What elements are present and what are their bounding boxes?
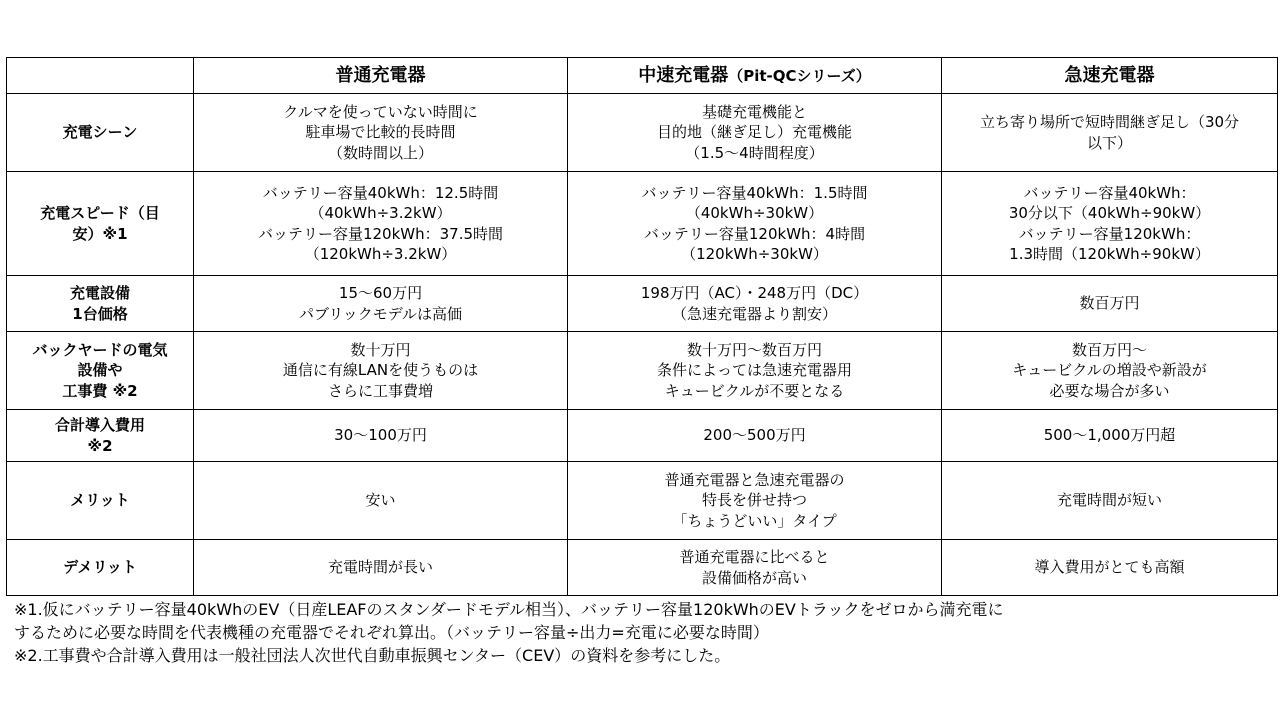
cell-line: （数時間以上） [327,143,433,162]
cell-normal [194,94,568,172]
row-header-line: 充電スピード（目 [40,204,160,222]
column-header-medium-charger [568,58,942,94]
table-row-demerit [7,540,1278,596]
cell-line: 必要な場合が多い [1049,381,1170,400]
row-header-line: 充電シーン [62,123,138,142]
row-header-line: 合計導入費用 [54,416,145,434]
cell-line: 条件によっては急速充電器用 [656,361,852,380]
row-header [7,462,194,540]
cell-line: 基礎充電機能と [701,102,807,121]
cell-line: バッテリー容量120kWh：4時間 [643,224,866,243]
cell-line: 駐車場で比較的長時間 [305,123,456,142]
cell-line: 安い [365,491,396,510]
cell-line: 数百万円 [1079,294,1140,313]
row-header-line: 安）※1 [72,224,128,243]
row-header-line: ※2 [87,436,113,455]
cell-line: 500〜1,000万円超 [1043,426,1176,445]
row-header-line: デメリット [63,558,137,577]
cell-rapid [942,540,1278,596]
column-header-medium-sublabel: （Pit-QCシリーズ） [728,66,871,85]
cell-line: 普通充電器に比べると [679,548,830,566]
cell-line: バッテリー容量120kWh： [1018,224,1201,243]
cell-line: 通信に有線LANを使うものは [282,361,479,380]
cell-line: （40kWh÷3.2kW） [309,204,452,222]
cell-medium [568,172,942,276]
cell-line: バッテリー容量120kWh：37.5時間 [257,224,504,243]
cell-line: 普通充電器と急速充電器の [664,470,845,489]
cell-line: 200〜500万円 [703,426,806,445]
cell-line: クルマを使っていない時間に [283,102,478,121]
column-header-normal-label: 普通充電器 [335,64,426,86]
table-body [7,94,1278,596]
table-row-backyard-construction [7,332,1278,410]
footnotes [14,598,1264,667]
row-header [7,410,194,462]
cell-line: 充電時間が長い [327,558,433,577]
row-header [7,94,194,172]
row-header [7,172,194,276]
cell-rapid [942,332,1278,410]
cell-rapid [942,462,1278,540]
cell-line: （急速充電器より割安） [671,304,837,323]
cell-line: 「ちょうどいい」タイプ [672,511,837,530]
cell-line: 充電時間が短い [1056,491,1162,510]
cell-line: バッテリー容量40kWh： [1023,183,1196,202]
cell-line: 特長を併せ持つ [701,491,807,510]
cell-line: 導入費用がとても高額 [1034,558,1185,577]
cell-line: 数百万円〜 [1071,340,1147,359]
cell-line: 設備価格が高い [701,568,807,587]
row-header-line: 1台価格 [72,304,128,323]
cell-line: 数十万円〜数百万円 [686,340,822,359]
cell-rapid [942,410,1278,462]
cell-line: （1.5〜4時間程度） [685,143,824,162]
cell-line: （40kWh÷30kW） [685,204,824,222]
cell-rapid [942,94,1278,172]
cell-line: 15〜60万円 [338,284,423,302]
table-header-row [7,58,1278,94]
cell-medium [568,332,942,410]
cell-line: 数十万円 [350,340,411,359]
cell-line: 目的地（継ぎ足し）充電機能 [656,123,852,142]
cell-medium [568,410,942,462]
row-header [7,540,194,596]
row-header [7,332,194,410]
cell-line: 以下） [1086,133,1132,152]
cell-rapid [942,276,1278,332]
cell-normal [194,462,568,540]
cell-medium [568,540,942,596]
cell-line: 立ち寄り場所で短時間継ぎ足し（30分 [979,113,1240,131]
footnote-line: ※1.仮にバッテリー容量40kWhのEV（日産LEAFのスタンダードモデル相当）、バッテリー容量120kWhのEVトラックをゼロから満充電に [14,600,1004,619]
column-header-rapid-label: 急速充電器 [1064,64,1155,86]
cell-line: キュービクルが不要となる [664,381,845,400]
cell-normal [194,172,568,276]
column-header-rapid-charger [942,58,1278,94]
row-header-line: 設備や [77,361,123,380]
cell-line: （120kWh÷3.2kW） [304,245,457,263]
cell-line: キュービクルの増設や新設が [1012,361,1207,380]
row-header-line: 充電設備 [69,284,130,302]
cell-line: （120kWh÷30kW） [681,245,828,263]
footnote-line: するために必要な時間を代表機種の充電器でそれぞれ算出。（バッテリー容量÷出力=充電に必要な時間） [14,623,769,642]
table-row-equipment-price [7,276,1278,332]
cell-line: 30〜100万円 [334,426,427,445]
cell-line: 198万円（AC）・248万円（DC） [640,284,869,302]
table-row-merit [7,462,1278,540]
corner-cell [7,58,194,94]
cell-medium [568,462,942,540]
cell-line: 1.3時間（120kWh÷90kW） [1009,245,1210,263]
row-header-line: メリット [70,491,130,510]
cell-line: バッテリー容量40kWh：1.5時間 [641,183,868,202]
table-row-total-cost [7,410,1278,462]
cell-normal [194,540,568,596]
footnote-line: ※2.工事費や合計導入費用は一般社団法人次世代自動車振興センター（CEV）の資料を参考にした。 [14,646,731,665]
table-row-charging-scene [7,94,1278,172]
column-header-normal-charger [194,58,568,94]
cell-line: バッテリー容量40kWh：12.5時間 [262,183,499,202]
cell-normal [194,332,568,410]
cell-line: さらに工事費増 [327,381,433,400]
cell-medium [568,276,942,332]
cell-rapid [942,172,1278,276]
row-header-line: バックヤードの電気 [32,340,168,359]
row-header-line: 工事費 ※2 [62,381,138,400]
cell-line: パブリックモデルは高価 [298,304,463,323]
row-header [7,276,194,332]
cell-normal [194,276,568,332]
cell-normal [194,410,568,462]
table-row-charging-speed [7,172,1278,276]
cell-line: 30分以下（40kWh÷90kW） [1008,204,1211,222]
column-header-medium-label: 中速充電器 [638,64,729,86]
comparison-table-container [6,57,1277,596]
charger-comparison-table [6,57,1278,596]
cell-medium [568,94,942,172]
